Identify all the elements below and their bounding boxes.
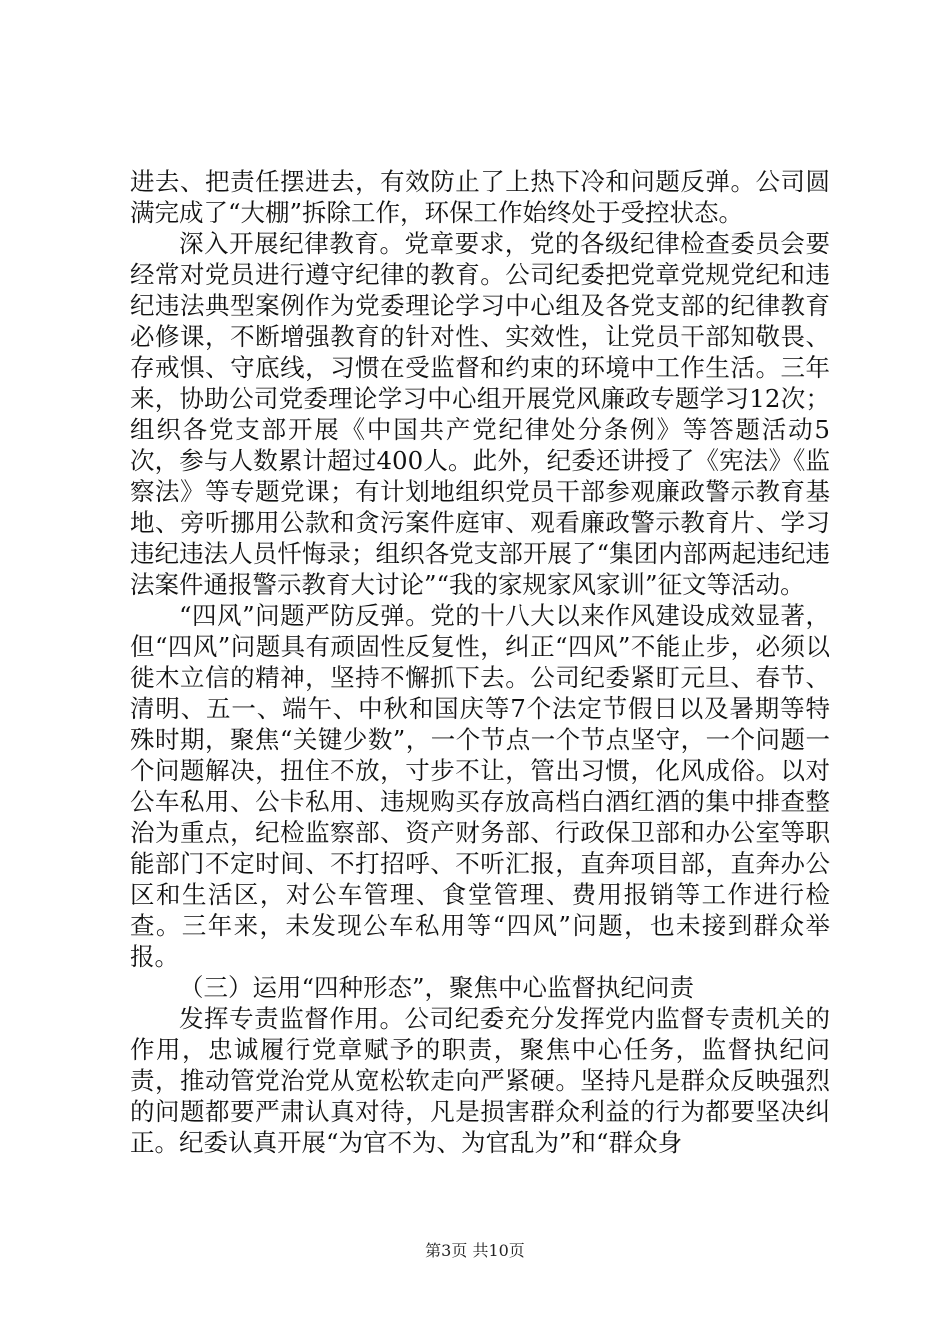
section-heading: （三）运用“四种形态”，聚焦中心监督执纪问责 bbox=[179, 973, 695, 1002]
paragraph-supervision: 发挥专责监督作用。公司纪委充分发挥党内监督专责机关的作用，忠诚履行党章赋予的职责，聚焦中心任务，监督执纪问责，推动管党治党从宽松软走向严紧硬。坚持凡是群众反映强烈的问题都要严肃认真对待，凡是损害群众利益的行为都要坚决纠正。纪委认真开展“为官不为、为官乱为”和“群众身 bbox=[130, 1004, 830, 1157]
paragraph-continuation: 进去、把责任摆进去，有效防止了上热下冷和问题反弹。公司圆满完成了“大棚”拆除工作，环保工作始终处于受控状态。 bbox=[130, 167, 830, 227]
paragraph-four-winds: “四风”问题严防反弹。党的十八大以来作风建设成效显著，但“四风”问题具有顽固性反复性，纠正“四风”不能止步，必须以徙木立信的精神，坚持不懈抓下去。公司纪委紧盯元旦、春节、清明、五一、端午、中秋和国庆等7个法定节假日以及暑期等特殊时期，聚焦“关键少数”，一个节点一个节点坚守，一个问题一个问题解决，扭住不放，寸步不让，管出习惯，化风成俗。以对公车私用、公卡私用、违规购买存放高档白酒红酒的集中排查整治为重点，纪检监察部、资产财务部、行政保卫部和办公室等职能部门不定时间、不打招呼、不听汇报，直奔项目部，直奔办公区和生活区，对公车管理、食堂管理、费用报销等工作进行检查。三年来，未发现公车私用等“四风”问题，也未接到群众举报。 bbox=[130, 601, 830, 971]
document-body bbox=[130, 166, 830, 1158]
page-number: 第3页 共10页 bbox=[425, 1241, 525, 1260]
paragraph-discipline-education: 深入开展纪律教育。党章要求，党的各级纪律检查委员会要经常对党员进行遵守纪律的教育。公司纪委把党章党规党纪和违纪违法典型案例作为党委理论学习中心组及各党支部的纪律教育必修课，不断增强教育的针对性、实效性，让党员干部知敬畏、存戒惧、守底线，习惯在受监督和约束的环境中工作生活。三年来，协助公司党委理论学习中心组开展党风廉政专题学习12次；组织各党支部开展《中国共产党纪律处分条例》等答题活动5次，参与人数累计超过400人。此外，纪委还讲授了《宪法》《监察法》等专题党课；有计划地组织党员干部参观廉政警示教育基地、旁听挪用公款和贪污案件庭审、观看廉政警示教育片、学习违纪违法人员忏悔录；组织各党支部开展了“集团内部两起违纪违法案件通报警示教育大讨论”“我的家规家风家训”征文等活动。 bbox=[130, 229, 830, 599]
